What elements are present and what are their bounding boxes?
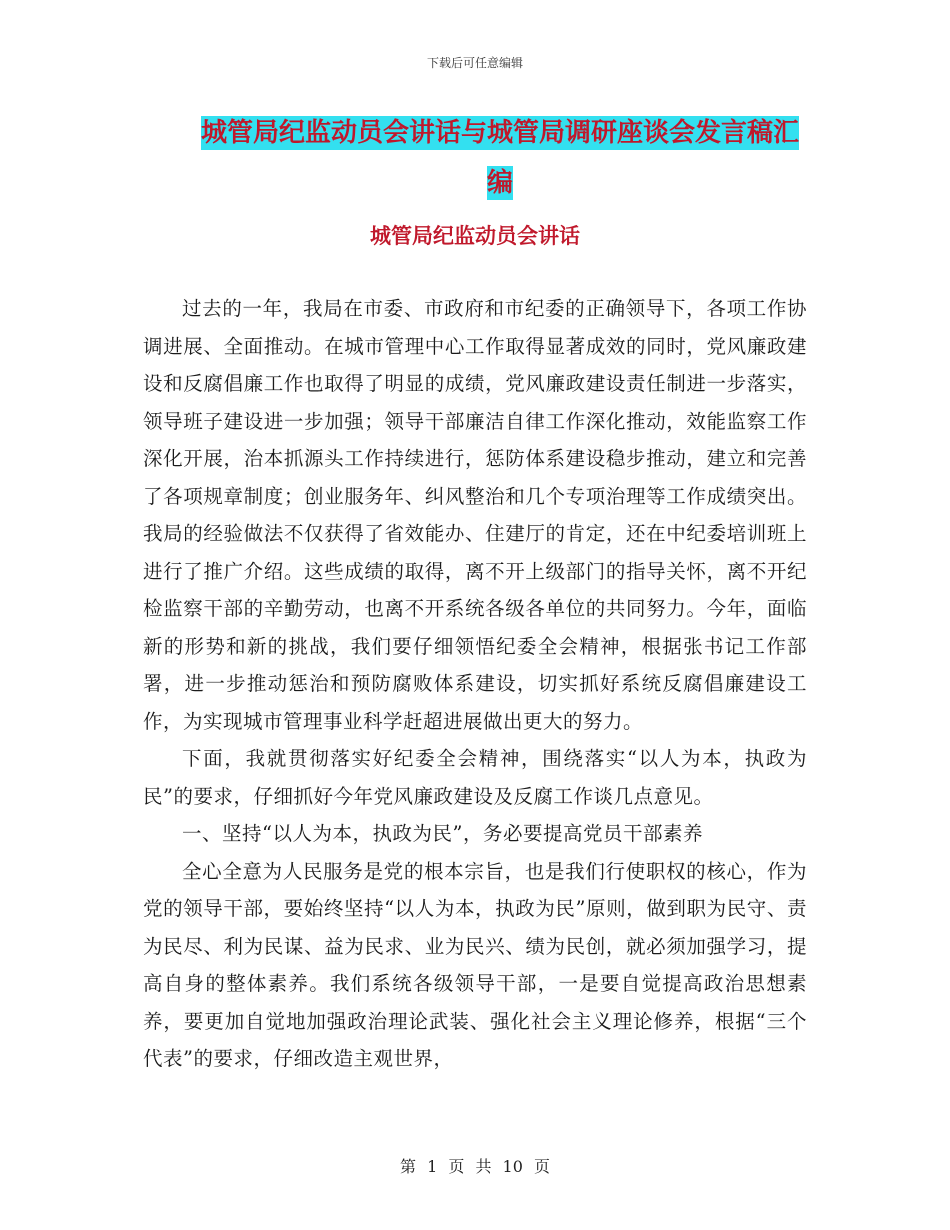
section-title: 城管局纪监动员会讲话 <box>370 223 580 248</box>
paragraph: 全心全意为人民服务是党的根本宗旨，也是我们行使职权的核心，作为党的领导干部，要始终坚持“以人为本，执政为民”原则，做到职为民守、责为民尽、利为民谋、益为民求、业为民兴、绩为民创，就必须加强学习，提高自身的整体素养。我们系统各级领导干部，一是要自觉提高政治思想素养，要更加自觉地加强政治理论武装、强化社会主义理论修养，根据“三个代表”的要求，仔细改造主观世界， <box>143 859 807 1070</box>
header-note: 下载后可任意编辑 <box>426 56 523 70</box>
document-title-text: 城管局纪监动员会讲话与城管局调研座谈会发言稿汇编 <box>200 118 799 198</box>
paragraph: 过去的一年，我局在市委、市政府和市纪委的正确领导下，各项工作协调进展、全面推动。在城市管理中心工作取得显著成效的同时，党风廉政建设和反腐倡廉工作也取得了明显的成绩，党风廉政建设责任制进一步落实，领导班子建设进一步加强；领导干部廉洁自律工作深化推动，效能监察工作深化开展，治本抓源头工作持续进行，惩防体系建设稳步推动，建立和完善了各项规章制度；创业服务年、纠风整治和几个专项治理等工作成绩突出。我局的经验做法不仅获得了省效能办、住建厅的肯定，还在中纪委培训班上进行了推广介绍。这些成绩的取得，离不开上级部门的指导关怀，离不开纪检监察干部的辛勤劳动，也离不开系统各级各单位的共同努力。今年，面临新的形势和新的挑战，我们要仔细领悟纪委全会精神，根据张书记工作部署，进一步推动惩治和预防腐败体系建设，切实抓好系统反腐倡廉建设工作，为实现城市管理事业科学赶超进展做出更大的努力。 <box>143 297 807 733</box>
body-text <box>143 290 807 1078</box>
paragraph-heading: 一、坚持“以人为本，执政为民”，务必要提高党员干部素养 <box>182 822 703 845</box>
document-title <box>190 108 810 208</box>
page-footer: 第 1 页 共 10 页 <box>400 1157 550 1176</box>
paragraph: 下面，我就贯彻落实好纪委全会精神，围绕落实“以人为本，执政为民”的要求，仔细抓好今年党风廉政建设及反腐工作谈几点意见。 <box>143 747 807 808</box>
